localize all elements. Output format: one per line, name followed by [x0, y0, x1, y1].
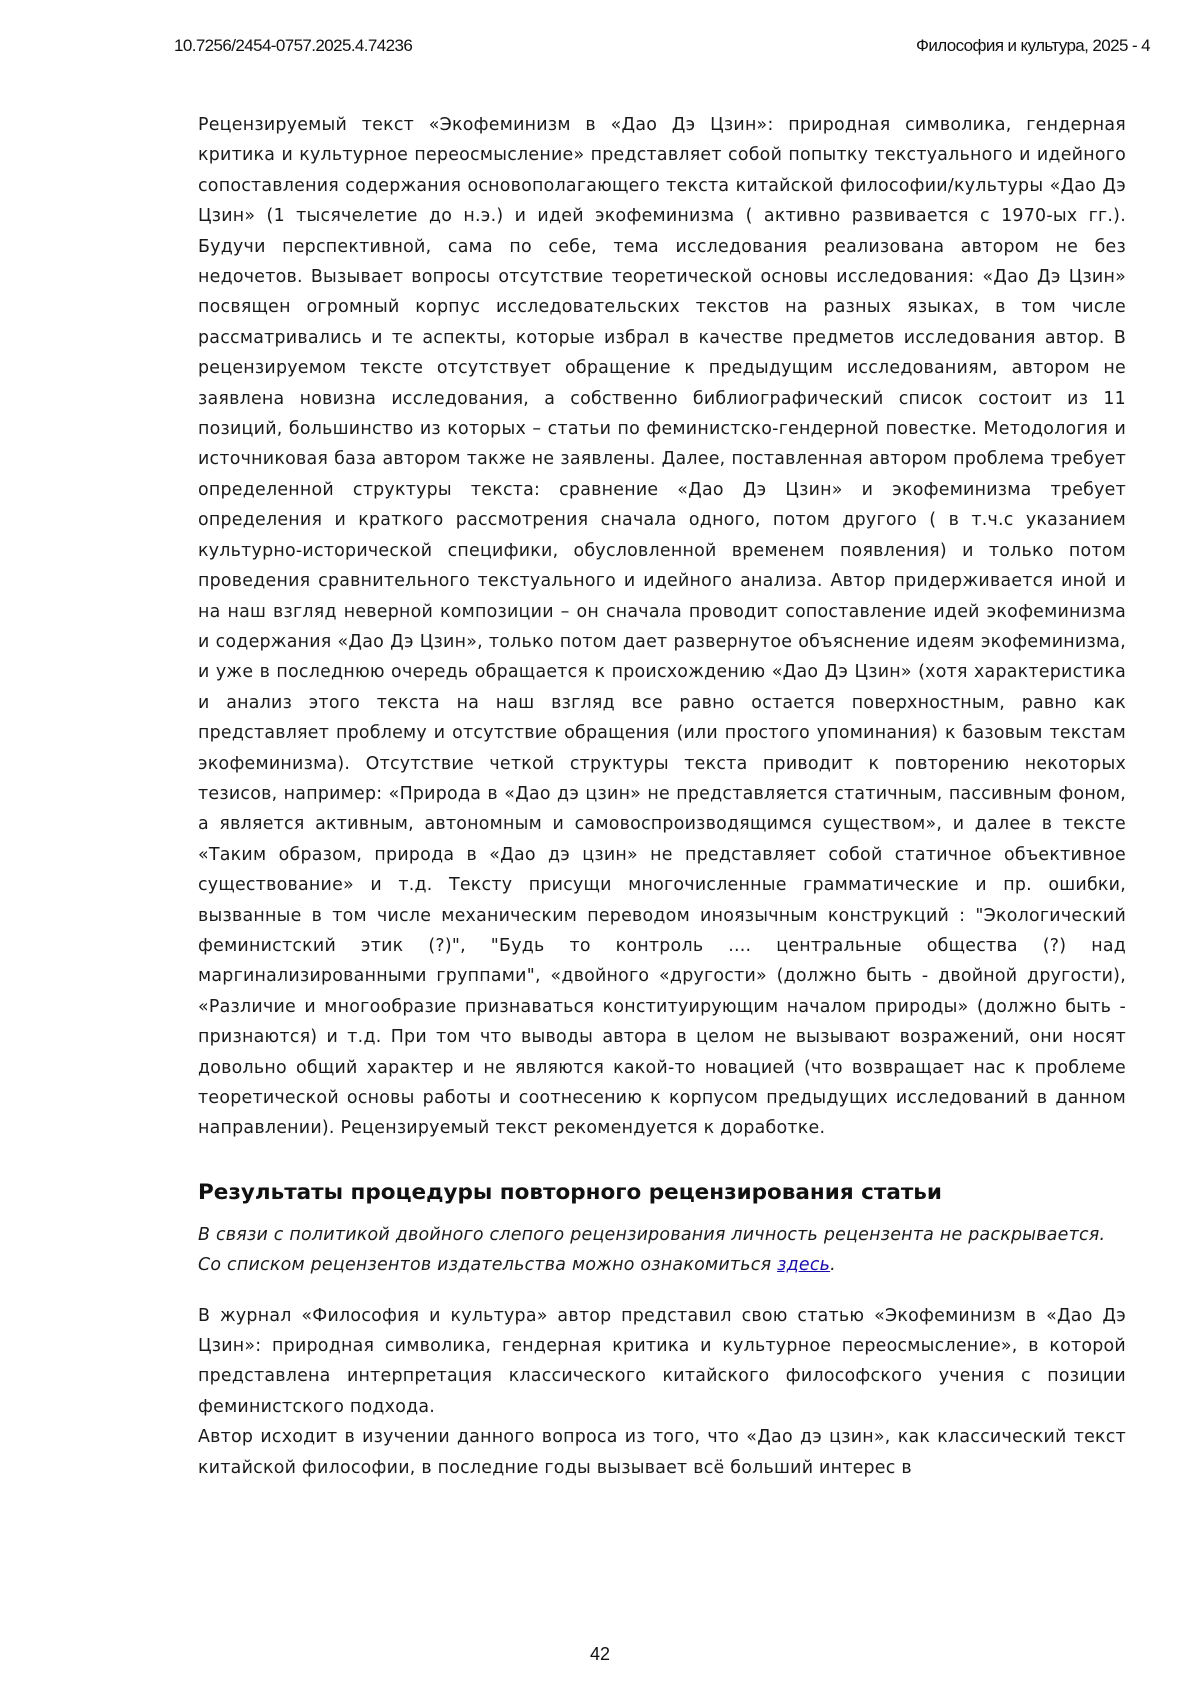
anonymity-notice: В связи с политикой двойного слепого рецензирования личность рецензента не раскрывается.	[198, 1224, 1106, 1245]
page-number: 42	[589, 1644, 611, 1664]
body-paragraph-2: Автор исходит в изучении данного вопроса из того, что «Дао дэ цзин», как классический текст китайской философии, в последние годы вызывает всё больший интерес в	[198, 1427, 1126, 1478]
spacer	[198, 1281, 1126, 1301]
reviewers-list-link[interactable]: здесь	[777, 1255, 831, 1276]
page-header	[174, 36, 1150, 60]
reviewers-notice-prefix: Со списком рецензентов издательства можно ознакомиться	[198, 1255, 778, 1276]
reviewers-notice	[198, 1250, 1126, 1280]
section-heading: Результаты процедуры повторного рецензирования статьи	[198, 1179, 942, 1205]
page-content	[198, 110, 1126, 1483]
doi-label: 10.7256/2454-0757.2025.4.74236	[174, 36, 413, 55]
review-paragraph: Рецензируемый текст «Экофеминизм в «Дао Дэ Цзин»: природная символика, гендерная критика и культурное переосмысление» представляет собой попытку текстуального и идейного сопоставления содержания основополагающего текста китайской философии/культуры «Дао Дэ Цзин» (1 тысячелетие до н.э.) и идей экофеминизма ( активно развивается с 1970-ых гг.). Будучи перспективной, сама по себе, тема исследования реализована автором не без недочетов. Вызывает вопросы отсутствие теоретической основы исследования: «Дао Дэ Цзин» посвящен огромный корпус исследовательских текстов на разных языках, в том числе рассматривались и те аспекты, которые избрал в качестве предметов исследования автор. В рецензируемом тексте отсутствует обращение к предыдущим исследованиям, автором не заявлена новизна исследования, а собственно библиографический список состоит из 11 позиций, большинство из которых – статьи по феминистско-гендерной повестке. Методология и источниковая база автором также не заявлены. Далее, поставленная автором проблема требует определенной структуры текста: сравнение «Дао Дэ Цзин» и экофеминизма требует определения и краткого рассмотрения сначала одного, потом другого ( в т.ч.с указанием культурно-исторической специфики, обусловленной временем появления) и только потом проведения сравнительного текстуального и идейного анализа. Автор придерживается иной и на наш взгляд неверной композиции – он сначала проводит сопоставление идей экофеминизма и содержания «Дао Дэ Цзин», только потом дает развернутое объяснение идеям экофеминизма, и уже в последнюю очередь обращается к происхождению «Дао Дэ Цзин» (хотя характеристика и анализ этого текста на наш взгляд все равно остается поверхностным, равно как представляет проблему и отсутствие обращения (или простого упоминания) к базовым текстам экофеминизма). Отсутствие четкой структуры текста приводит к повторению некоторых тезисов, например: «Природа в «Дао дэ цзин» не представляется статичным, пассивным фоном, а является активным, автономным и самовоспроизводящимся существом», и далее в тексте «Таким образом, природа в «Дао дэ цзин» не представляет собой статичное объективное существование» и т.д. Тексту присущи многочисленные грамматические и пр. ошибки, вызванные в том числе механическим переводом иноязычным конструкций : "Экологический феминистский этик (?)", "Будь то контроль .... центральные общества (?) над маргинализированными группами", «двойного «другости» (должно быть - двойной другости), «Различие и многообразие признаваться конституирующим началом природы» (должно быть - признаются) и т.д. При том что выводы автора в целом не вызывают возражений, они носят довольно общий характер и не являются какой-то новацией (что возвращает нас к проблеме теоретической основы работы и соотнесению к корпусом предыдущих исследований в данном направлении). Рецензируемый текст рекомендуется к доработке.	[198, 115, 1126, 1139]
body-paragraph-1: В журнал «Философия и культура» автор представил свою статью «Экофеминизм в «Дао Дэ Цзин»: природная символика, гендерная критика и культурное переосмысление», в которой представлена интерпретация классического китайского философского учения с позиции феминистского подхода.	[198, 1305, 1126, 1417]
journal-issue-label: Философия и культура, 2025 - 4	[916, 36, 1150, 55]
reviewers-notice-suffix: .	[830, 1255, 836, 1276]
